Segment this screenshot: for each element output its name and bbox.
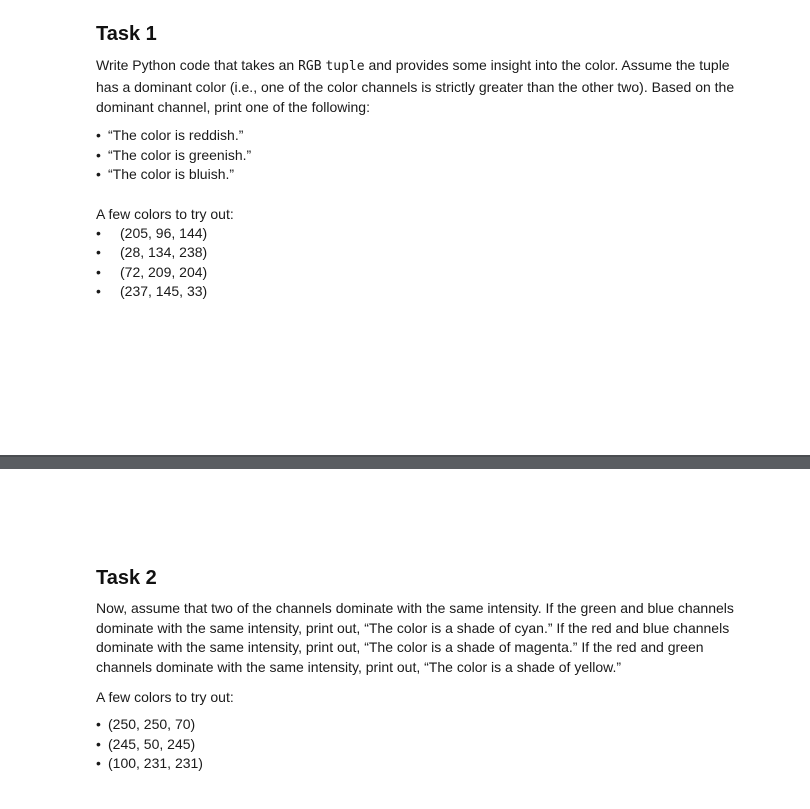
- task1-title: Task 1: [96, 23, 157, 45]
- list-item: • (245, 50, 245): [96, 735, 736, 755]
- list-item: • “The color is reddish.”: [96, 126, 736, 146]
- task1-intro: [96, 55, 736, 117]
- task1-intro-code-tuple: tuple: [325, 59, 365, 74]
- task2-section: [96, 566, 736, 774]
- task2-title: Task 2: [96, 567, 157, 589]
- task1-intro-code-rgb: RGB: [298, 59, 322, 74]
- task1-intro-text-a: Write Python code that takes an: [96, 57, 299, 73]
- list-item: • (250, 250, 70): [96, 715, 736, 735]
- document-page-2: [0, 469, 810, 809]
- task1-section: [96, 22, 736, 302]
- task2-try-label: A few colors to try out:: [96, 689, 234, 705]
- task1-intro-text-b: and provides some insight into the color. Assume the tuple has a dominant color (i.e., one of the color channels is strictly greater than the other two). Based on the dominant channel, print one of the following:: [96, 57, 735, 115]
- task1-output-list: [96, 126, 736, 185]
- list-item: • (28, 134, 238): [96, 243, 736, 263]
- list-item: • “The color is bluish.”: [96, 165, 736, 185]
- page-separator: [0, 455, 810, 469]
- list-item: • (205, 96, 144): [96, 224, 736, 244]
- list-item: • (100, 231, 231): [96, 754, 736, 774]
- list-item: • “The color is greenish.”: [96, 146, 736, 166]
- task2-description: Now, assume that two of the channels dominate with the same intensity. If the green and blue channels dominate with the same intensity, print out, “The color is a shade of cyan.” If the red and blue channels dominate with the same intensity, print out, “The color is a shade of magenta.” If the red and green channels dominate with the same intensity, print out, “The color is a shade of yellow.”: [96, 600, 734, 675]
- task1-color-list: [96, 224, 736, 302]
- list-item: • (72, 209, 204): [96, 263, 736, 283]
- task1-try-label: A few colors to try out:: [96, 205, 234, 222]
- task2-color-list: [96, 715, 736, 774]
- list-item: • (237, 145, 33): [96, 282, 736, 302]
